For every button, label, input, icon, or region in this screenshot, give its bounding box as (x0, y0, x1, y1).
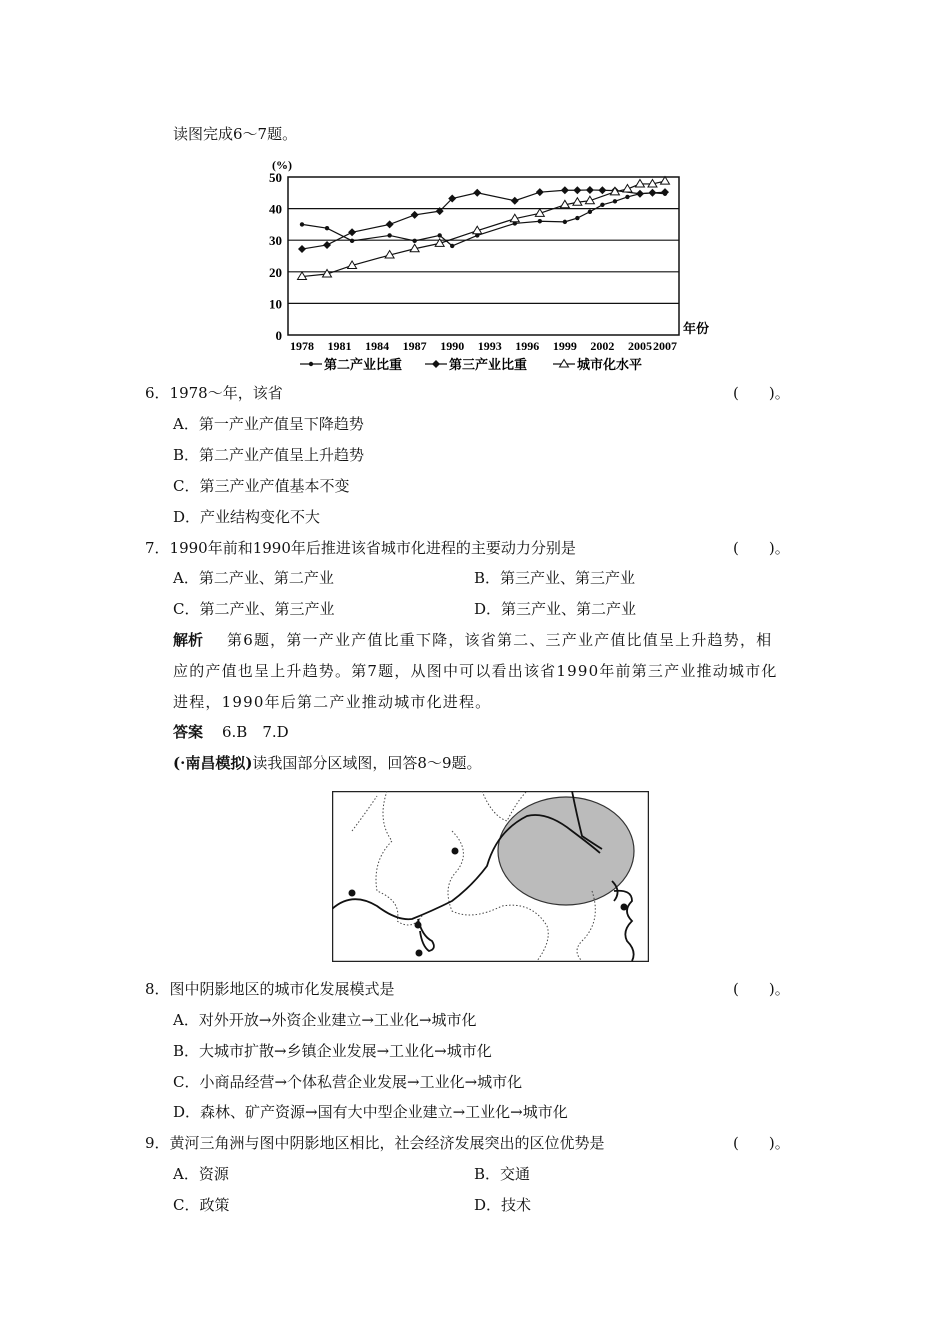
x-tick-label: 2002 (590, 339, 615, 353)
data-point-dot (575, 216, 579, 220)
data-point-dot (538, 219, 542, 223)
q8-stem: 8．图中阴影地区的城市化发展模式是 (145, 980, 395, 998)
q7-paren: ( )。 (733, 539, 790, 557)
legend-label: 第二产业比重 (324, 357, 403, 372)
x-tick-label: 1984 (365, 339, 390, 353)
data-point-triangle (635, 179, 644, 187)
intro-text: 读图完成6～7题。 (173, 125, 298, 143)
q6-option-b: B．第二产业产值呈上升趋势 (173, 446, 365, 464)
data-point-dot (387, 233, 391, 237)
data-point-dot (588, 210, 592, 214)
data-point-dot (412, 239, 416, 243)
answer-text: 6.B 7.D (222, 723, 289, 741)
data-point-diamond (323, 241, 331, 249)
x-tick-label: 1981 (327, 339, 352, 353)
data-point-dot (325, 226, 329, 230)
data-point-diamond (661, 188, 669, 196)
q9-option-d: D．技术 (474, 1196, 532, 1214)
q9-stem: 9．黄河三角洲与图中阴影地区相比，社会经济发展突出的区位优势是 (145, 1134, 605, 1152)
data-point-dot (563, 220, 567, 224)
q7-option-b: B．第三产业、第三产业 (474, 569, 636, 587)
data-point-dot (350, 239, 354, 243)
x-axis-label: 年份 (683, 321, 710, 336)
x-tick-label: 1996 (515, 339, 540, 353)
q6-paren: ( )。 (733, 384, 790, 402)
data-point-dot (600, 203, 604, 207)
data-point-dot (437, 233, 441, 237)
y-tick-label: 10 (269, 296, 282, 312)
analysis-line-1: 第6题，第一产业产值比重下降，该省第二、三产业产值比值呈上升趋势，相 (227, 631, 773, 649)
q8-option-a: A．对外开放→外资企业建立→工业化→城市化 (173, 1011, 477, 1029)
analysis-line-3: 进程，1990年后第二产业推动城市化进程。 (173, 693, 492, 711)
q9-option-a: A．资源 (173, 1165, 229, 1183)
data-point-dot (625, 195, 629, 199)
analysis-label: 解析 (173, 631, 204, 649)
q6-option-c: C．第三产业产值基本不变 (173, 477, 350, 495)
x-tick-label: 2005 (627, 339, 652, 353)
data-point-diamond (386, 220, 394, 228)
q7-option-d: D．第三产业、第二产业 (474, 600, 637, 618)
data-point-diamond (432, 360, 440, 368)
q7-option-c: C．第二产业、第三产业 (173, 600, 335, 618)
legend-label: 第三产业比重 (449, 357, 528, 372)
q8-option-c: C．小商品经营→个体私营企业发展→工业化→城市化 (173, 1073, 523, 1091)
source-tag: (·南昌模拟) (173, 754, 253, 772)
data-point-diamond (348, 228, 356, 236)
data-point-diamond (573, 186, 581, 194)
y-tick-label: 40 (269, 201, 282, 217)
q8-option-d: D．森林、矿产资源→国有大中型企业建立→工业化→城市化 (173, 1103, 568, 1121)
data-point-dot (613, 199, 617, 203)
data-point-triangle (560, 360, 569, 368)
q8-option-b: B．大城市扩散→乡镇企业发展→工业化→城市化 (173, 1042, 492, 1060)
series-line-1 (302, 193, 665, 246)
x-tick-label: 1987 (402, 339, 427, 353)
q8-paren: ( )。 (733, 980, 790, 998)
y-tick-label: 20 (269, 264, 282, 280)
x-tick-label: 1978 (290, 339, 314, 353)
q7-stem: 7．1990年前和1990年后推进该省城市化进程的主要动力分别是 (145, 539, 576, 557)
answer-label: 答案 (173, 723, 204, 741)
data-point-diamond (511, 197, 519, 205)
region-map (332, 791, 649, 962)
analysis-line-2: 应的产值也呈上升趋势。第7题，从图中可以看出该省1990年前第三产业推动城市化 (173, 662, 778, 680)
intro2-text: 读我国部分区域图，回答8～9题。 (252, 754, 482, 772)
x-tick-label: 1990 (440, 339, 465, 353)
y-axis-label: (%) (272, 158, 292, 172)
data-point-diamond (561, 186, 569, 194)
plot-frame (288, 177, 679, 335)
shaded-region (498, 797, 634, 905)
q7-option-a: A．第二产业、第二产业 (173, 569, 334, 587)
data-point-diamond (648, 189, 656, 197)
q9-paren: ( )。 (733, 1134, 790, 1152)
series-line-3 (302, 181, 665, 276)
x-tick-label: 1993 (477, 339, 502, 353)
y-tick-label: 0 (275, 328, 282, 343)
x-tick-label: 1999 (552, 339, 577, 353)
legend-label: 城市化水平 (577, 357, 643, 372)
q6-option-d: D．产业结构变化不大 (173, 508, 321, 526)
data-point-diamond (411, 211, 419, 219)
q9-option-b: B．交通 (474, 1165, 531, 1183)
x-tick-label: 2007 (653, 339, 677, 353)
data-point-diamond (473, 189, 481, 197)
q6-option-a: A．第一产业产值呈下降趋势 (173, 415, 364, 433)
q6-stem: 6．1978～年，该省 (145, 384, 283, 402)
line-chart (0, 150, 950, 380)
q9-option-c: C．政策 (173, 1196, 230, 1214)
data-point-dot (309, 362, 313, 366)
data-point-diamond (298, 245, 306, 253)
y-tick-label: 50 (269, 170, 282, 185)
y-tick-label: 30 (269, 233, 282, 249)
data-point-dot (450, 244, 454, 248)
data-point-diamond (536, 188, 544, 196)
data-point-dot (300, 222, 304, 226)
data-point-diamond (636, 190, 644, 198)
data-point-diamond (586, 186, 594, 194)
data-point-diamond (598, 186, 606, 194)
